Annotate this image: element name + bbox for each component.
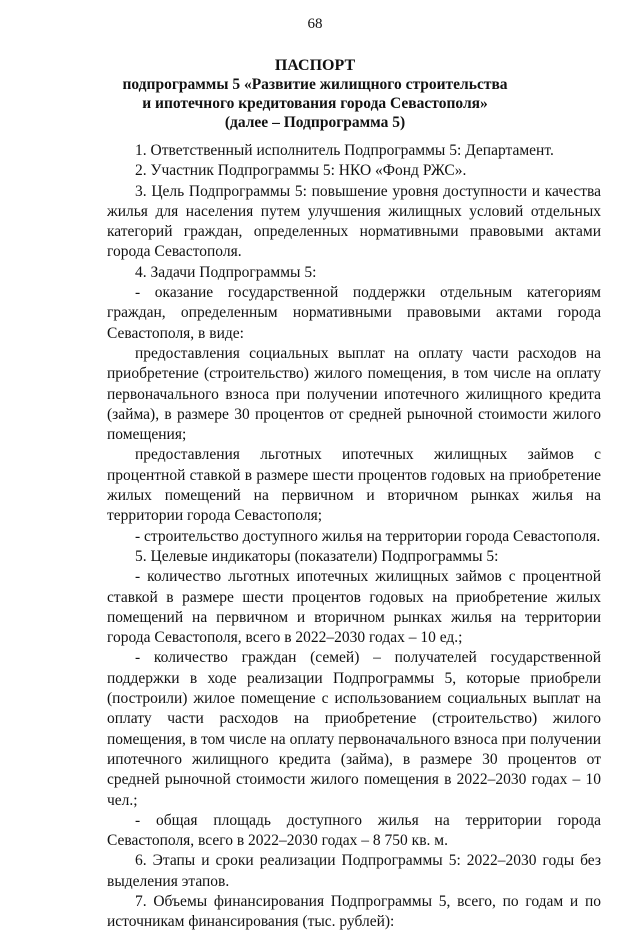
paragraph-indicator-families: - количество граждан (семей) – получателей государственной поддержки в ходе реализации Подпрограммы 5, которые приобрели (построили) жилое помещение с использованием социальных выплат на оплату части расходов на приобретение (строительство) жилого помещения, в том числе на оплату первоначального взноса при получении ипотечного жилищного кредита (займа), в размере 30 процентов от средней рыночной стоимости жилого помещения в 2022–2030 годах – 10 чел.;: [107, 649, 601, 809]
paragraph-responsible: 1. Ответственный исполнитель Подпрограммы 5: Департамент.: [135, 142, 554, 159]
paragraph-task-construction: - строительство доступного жилья на территории города Севастополя.: [135, 527, 601, 545]
paragraph-goal: 3. Цель Подпрограммы 5: повышение уровня доступности и качества жилья для населения путем улучшения жилищных условий отдельных категорий граждан, определенных нормативными правовыми актами города Севастополя.: [107, 182, 601, 261]
page-number: 68: [307, 16, 323, 32]
paragraph-task-loans: предоставления льготных ипотечных жилищных займов с процентной ставкой в размере шести процентов годовых на приобретение жилых помещений на первичном и вторичном рынках жилья на территории города Севастополя;: [107, 446, 601, 525]
subtitle-line-3: (далее – Подпрограмма 5): [224, 114, 406, 131]
subtitle-line-1: подпрограммы 5 «Развитие жилищного строительства: [122, 76, 508, 93]
paragraph-task-social-payments: предоставления социальных выплат на оплату части расходов на приобретение (строительство) жилого помещения, в том числе на оплату первоначального взноса при получении ипотечного жилищного кредита (займа), в размере 30 процентов от средней рыночной стоимости жилого помещения;: [107, 344, 601, 444]
document-body: [107, 141, 601, 933]
document-title: ПАСПОРТ: [274, 57, 356, 74]
paragraph-indicator-loans: - количество льготных ипотечных жилищных займов с процентной ставкой в размере шести процентов годовых на приобретение жилых помещений на первичном и вторичном рынках жилья на территории города Севастополя, всего в 2022–2030 годах – 10 ед.;: [107, 568, 601, 647]
subtitle-line-2: и ипотечного кредитования города Севастополя»: [142, 95, 488, 112]
paragraph-indicator-area: - общая площадь доступного жилья на территории города Севастополя, всего в 2022–2030 годах – 8 750 кв. м.: [107, 811, 601, 850]
paragraph-financing: 7. Объемы финансирования Подпрограммы 5, всего, по годам и по источникам финансирования (тыс. рублей):: [107, 892, 601, 931]
paragraph-participant: 2. Участник Подпрограммы 5: НКО «Фонд РЖС».: [135, 162, 467, 180]
paragraph-indicators-heading: 5. Целевые индикаторы (показатели) Подпрограммы 5:: [135, 547, 499, 565]
paragraph-tasks-heading: 4. Задачи Подпрограммы 5:: [135, 263, 317, 281]
paragraph-stages: 6. Этапы и сроки реализации Подпрограммы 5: 2022–2030 годы без выделения этапов.: [107, 852, 601, 890]
paragraph-task-support: - оказание государственной поддержки отдельным категориям граждан, определенным нормативными правовыми актами города Севастополя, в виде:: [107, 284, 601, 342]
